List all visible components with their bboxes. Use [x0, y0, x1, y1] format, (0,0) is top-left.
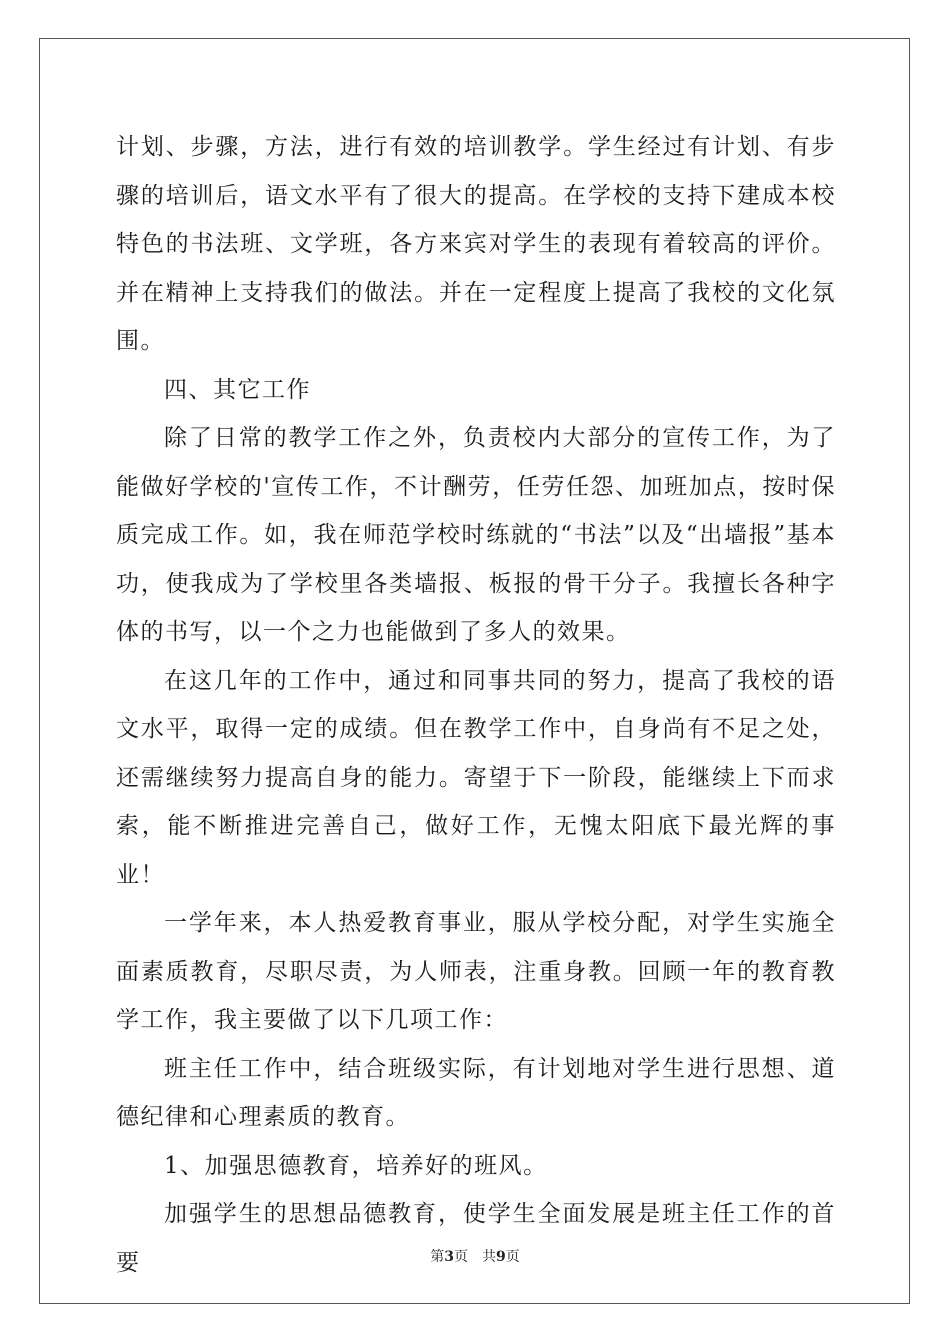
total-page-number: 9 — [496, 1249, 506, 1265]
current-page-number: 3 — [444, 1249, 454, 1265]
paragraph-4: 在这几年的工作中，通过和同事共同的努力，提高了我校的语文水平，取得一定的成绩。但在教学工作中，自身尚有不足之处，还需继续努力提高自身的能力。寄望于下一阶段，能继续上下而求索，能不断推进完善自己，做好工作，无愧太阳底下最光辉的事业！ — [116, 667, 836, 888]
paragraph-8: 加强学生的思想品德教育，使学生全面发展是班主任工作的首要 — [116, 1201, 836, 1276]
footer-prefix: 第 — [430, 1249, 445, 1265]
section-heading: 四、其它工作 — [164, 376, 311, 403]
page-footer — [0, 1246, 950, 1266]
document-body — [116, 123, 836, 1287]
subheading-1: 1、加强思德教育，培养好的班风。 — [164, 1152, 548, 1179]
paragraph-3: 除了日常的教学工作之外，负责校内大部分的宣传工作，为了能做好学校的'宣传工作，不计酬劳，任劳任怨、加班加点，按时保质完成工作。如，我在师范学校时练就的“书法”以及“出墙报”基本功，使我成为了学校里各类墙报、板报的骨干分子。我擅长各种字体的书写，以一个之力也能做到了多人的效果。 — [116, 425, 836, 645]
paragraph-5: 一学年来，本人热爱教育事业，服从学校分配，对学生实施全面素质教育，尽职尽责，为人师表，注重身教。回顾一年的教育教学工作，我主要做了以下几项工作： — [116, 910, 836, 1033]
paragraph-6: 班主任工作中，结合班级实际，有计划地对学生进行思想、道德纪律和心理素质的教育。 — [116, 1055, 836, 1130]
paragraph-1: 计划、步骤，方法，进行有效的培训教学。学生经过有计划、有步骤的培训后，语文水平有了很大的提高。在学校的支持下建成本校特色的书法班、文学班，各方来宾对学生的表现有着较高的评价。并在精神上支持我们的做法。并在一定程度上提高了我校的文化氛围。 — [116, 134, 836, 354]
footer-suffix: 页 — [505, 1249, 520, 1265]
footer-mid: 页 共 — [454, 1249, 496, 1265]
